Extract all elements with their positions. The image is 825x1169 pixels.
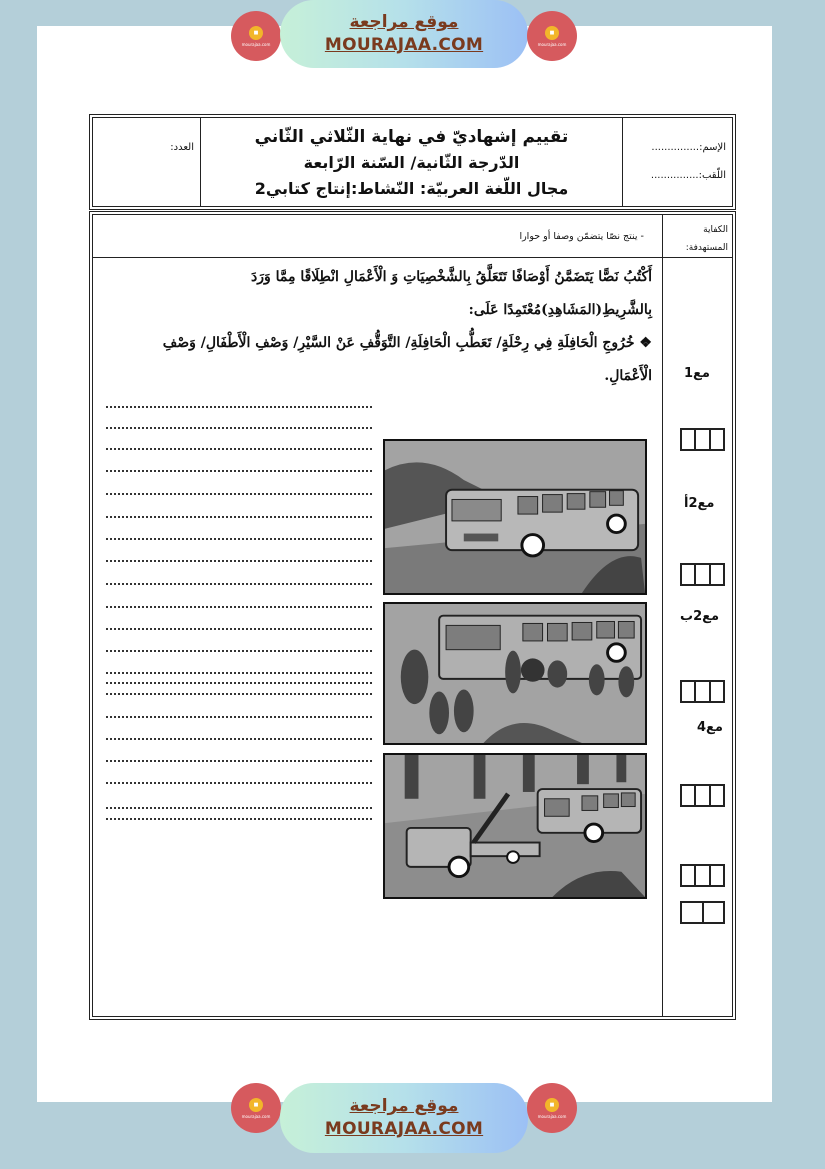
- surname-field[interactable]: اللّقب:...............: [650, 170, 726, 181]
- writing-line[interactable]: [106, 716, 372, 718]
- bus-illustration-icon: [385, 441, 645, 593]
- grade-box[interactable]: [680, 864, 725, 887]
- writing-line[interactable]: [106, 406, 372, 408]
- number-label: العدد:: [170, 142, 194, 153]
- writing-line[interactable]: [106, 538, 372, 540]
- instruction-line: ❖ خُرُوجِ الْحَافِلَةِ فِي رِحْلَةٍ/ تَعَطُّبِ الْحَافِلَةِ/ التَّوَقُّفِ عَنْ السَّيْرِ/ وَصْفِ الْأَطْفَالِ/ وَصْفِ: [162, 335, 652, 351]
- grade-box[interactable]: [680, 680, 725, 703]
- bus-breakdown-picture: [383, 602, 647, 745]
- site-name-latin: MOURAJAA.COM: [324, 1119, 484, 1139]
- logo-badge-icon: ■: [545, 26, 559, 40]
- site-banner-bottom[interactable]: [280, 1083, 528, 1153]
- name-field[interactable]: الإسم:...............: [651, 142, 726, 153]
- instruction-line: بِالشَّرِيطِ(المَشَاهِدِ)مُعْتَمِدًا عَلَى:: [468, 302, 652, 318]
- logo-caption: mourajaa.com: [241, 41, 271, 47]
- instruction-line: الْأَعْمَالِ.: [604, 368, 652, 384]
- title-cell: [201, 118, 622, 206]
- logo-badge-icon: ■: [249, 26, 263, 40]
- breakdown-illustration-icon: [385, 604, 645, 743]
- tow-truck-picture: [383, 753, 647, 899]
- writing-line[interactable]: [106, 628, 372, 630]
- writing-line[interactable]: [106, 583, 372, 585]
- logo-badge-icon: ■: [249, 1098, 263, 1112]
- writing-line[interactable]: [106, 470, 372, 472]
- competence-label: الكفاية المستهدفة:: [685, 225, 728, 253]
- number-cell: [93, 118, 201, 206]
- logo-caption: mourajaa.com: [537, 41, 567, 47]
- row-divider: [93, 257, 732, 258]
- writing-line[interactable]: [106, 693, 372, 695]
- writing-line[interactable]: [106, 650, 372, 652]
- site-logo-icon: [231, 1083, 281, 1133]
- site-name-latin: MOURAJAA.COM: [324, 35, 484, 55]
- exam-title: تقييم إشهاديّ في نهاية الثّلاثي الثّاني: [254, 127, 569, 147]
- writing-line[interactable]: [106, 672, 372, 674]
- grade-box[interactable]: [680, 428, 725, 451]
- writing-line[interactable]: [106, 782, 372, 784]
- writing-line[interactable]: [106, 818, 372, 820]
- logo-caption: mourajaa.com: [241, 1113, 271, 1119]
- writing-line[interactable]: [106, 448, 372, 450]
- exam-level: الدّرجة الثّانية/ السّنة الرّابعة: [303, 153, 520, 172]
- writing-line[interactable]: [106, 807, 372, 809]
- site-logo-icon: [231, 11, 281, 61]
- grade-box[interactable]: [680, 784, 725, 807]
- site-name-arabic: موقع مراجعة: [349, 12, 459, 32]
- competence-text: - ينتج نصّا يتضمّن وصفا أو حوارا: [519, 231, 644, 242]
- criterion-label: مع2أ: [684, 496, 715, 511]
- grade-box[interactable]: [680, 563, 725, 586]
- instruction-line: أَكْتُبُ نَصًّا يَتَضَمَّنُ أَوْصَافًا تَتَعَلَّقُ بِالشَّخْصِيَاتِ وَ الْأَعْمَالِ انْطِلَاقًا مِمَّا وَرَدَ: [250, 269, 652, 285]
- writing-line[interactable]: [106, 560, 372, 562]
- logo-caption: mourajaa.com: [537, 1113, 567, 1119]
- writing-line[interactable]: [106, 516, 372, 518]
- criterion-label: مع4: [697, 720, 723, 735]
- logo-badge-icon: ■: [545, 1098, 559, 1112]
- writing-line[interactable]: [106, 606, 372, 608]
- exam-header-table: [89, 114, 736, 210]
- tow-truck-illustration-icon: [385, 755, 645, 897]
- criterion-label: مع1: [684, 366, 710, 381]
- site-logo-icon: [527, 1083, 577, 1133]
- writing-line[interactable]: [106, 493, 372, 495]
- student-info-cell: [622, 118, 732, 206]
- site-banner-top[interactable]: [280, 0, 528, 68]
- writing-line[interactable]: [106, 760, 372, 762]
- exam-subject: مجال اللّغة العربيّة: النّشاط:إنتاج كتابي2: [254, 179, 569, 198]
- grade-box[interactable]: [680, 901, 725, 924]
- writing-line[interactable]: [106, 738, 372, 740]
- bus-departing-picture: [383, 439, 647, 595]
- site-name-arabic: موقع مراجعة: [349, 1096, 459, 1116]
- writing-line[interactable]: [106, 427, 372, 429]
- writing-line[interactable]: [106, 682, 372, 684]
- site-logo-icon: [527, 11, 577, 61]
- criterion-label: مع2ب: [680, 609, 720, 624]
- writing-instruction: [92, 261, 652, 393]
